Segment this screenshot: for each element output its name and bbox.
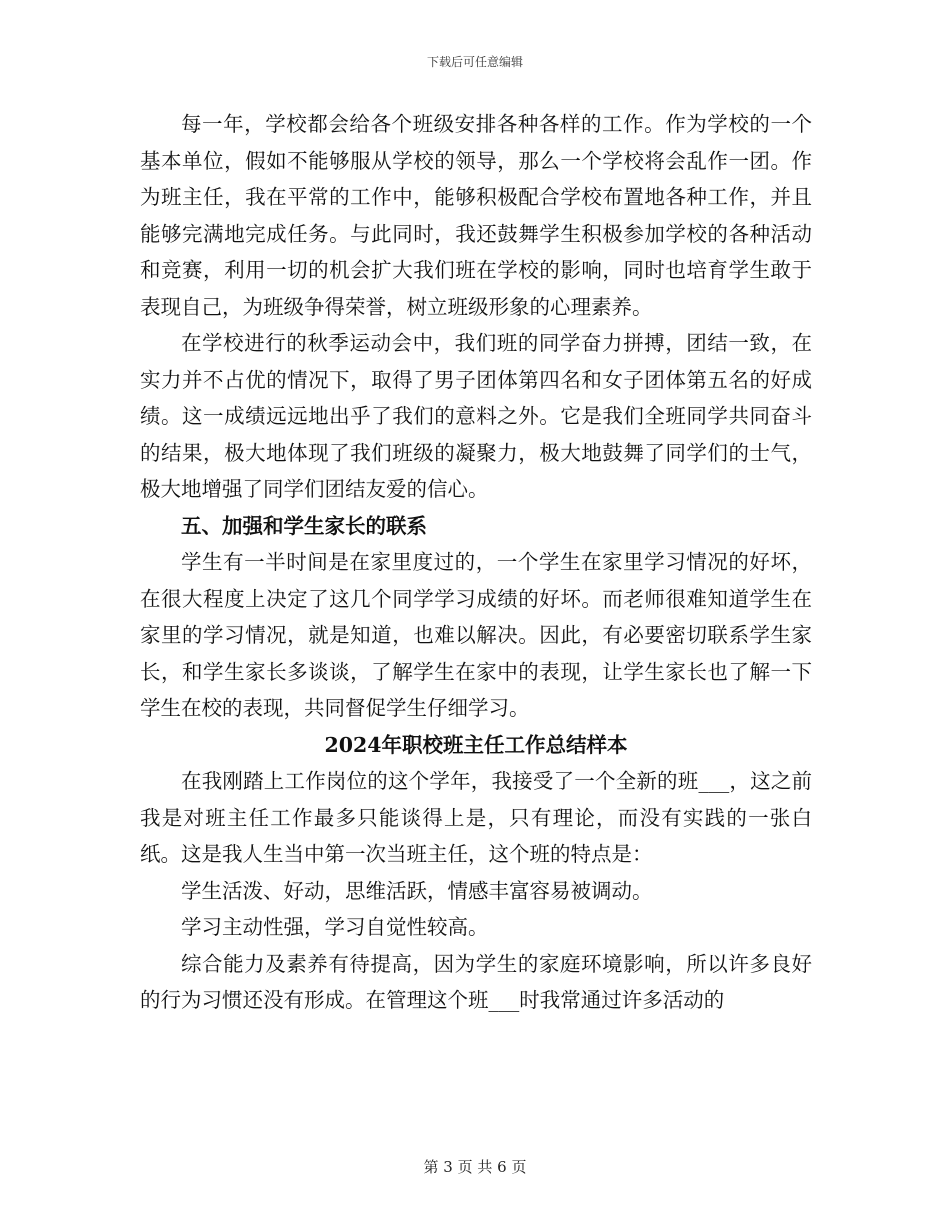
paragraph-trait-1: 学生活泼、好动，思维活跃，情感丰富容易被调动。 xyxy=(181,878,653,903)
document-title: 2024年职校班主任工作总结样本 xyxy=(324,732,628,757)
page-number-footer: 第 3 页 共 6 页 xyxy=(423,1158,527,1176)
paragraph-parent-contact: 学生有一半时间是在家里度过的，一个学生在家里学习情况的好坏，在很大程度上决定了这几个同学学习成绩的好坏。而老师很难知道学生在家里的学习情况，就是知道，也难以解决。因此，有必要密切联系学生家长，和学生家长多谈谈，了解学生在家中的表现，让学生家长也了解一下学生在校的表现，共同督促学生仔细学习。 xyxy=(140,550,812,720)
section-heading-parents: 五、加强和学生家长的联系 xyxy=(181,513,427,538)
paragraph-new-class: 在我刚踏上工作岗位的这个学年，我接受了一个全新的班___，这之前我是对班主任工作最多只能谈得上是，只有理论，而没有实践的一张白纸。这是我人生当中第一次当班主任，这个班的特点是： xyxy=(140,769,812,866)
document-body xyxy=(140,106,812,1019)
paragraph-trait-3: 综合能力及素养有待提高，因为学生的家庭环境影响，所以许多良好的行为习惯还没有形成。在管理这个班___时我常通过许多活动的 xyxy=(140,951,812,1012)
paragraph-class-tasks: 每一年，学校都会给各个班级安排各种各样的工作。作为学校的一个基本单位，假如不能够服从学校的领导，那么一个学校将会乱作一团。作为班主任，我在平常的工作中，能够积极配合学校布置地各种工作，并且能够完满地完成任务。与此同时，我还鼓舞学生积极参加学校的各种活动和竞赛，利用一切的机会扩大我们班在学校的影响，同时也培育学生敢于表现自己，为班级争得荣誉，树立班级形象的心理素养。 xyxy=(140,112,812,319)
header-note: 下载后可任意编辑 xyxy=(426,55,523,69)
paragraph-trait-2: 学习主动性强，学习自觉性较高。 xyxy=(181,915,489,939)
paragraph-sports-meet: 在学校进行的秋季运动会中，我们班的同学奋力拼搏，团结一致，在实力并不占优的情况下，取得了男子团体第四名和女子团体第五名的好成绩。这一成绩远远地出乎了我们的意料之外。它是我们全班同学共同奋斗的结果，极大地体现了我们班级的凝聚力，极大地鼓舞了同学们的士气，极大地增强了同学们团结友爱的信心。 xyxy=(140,331,812,501)
